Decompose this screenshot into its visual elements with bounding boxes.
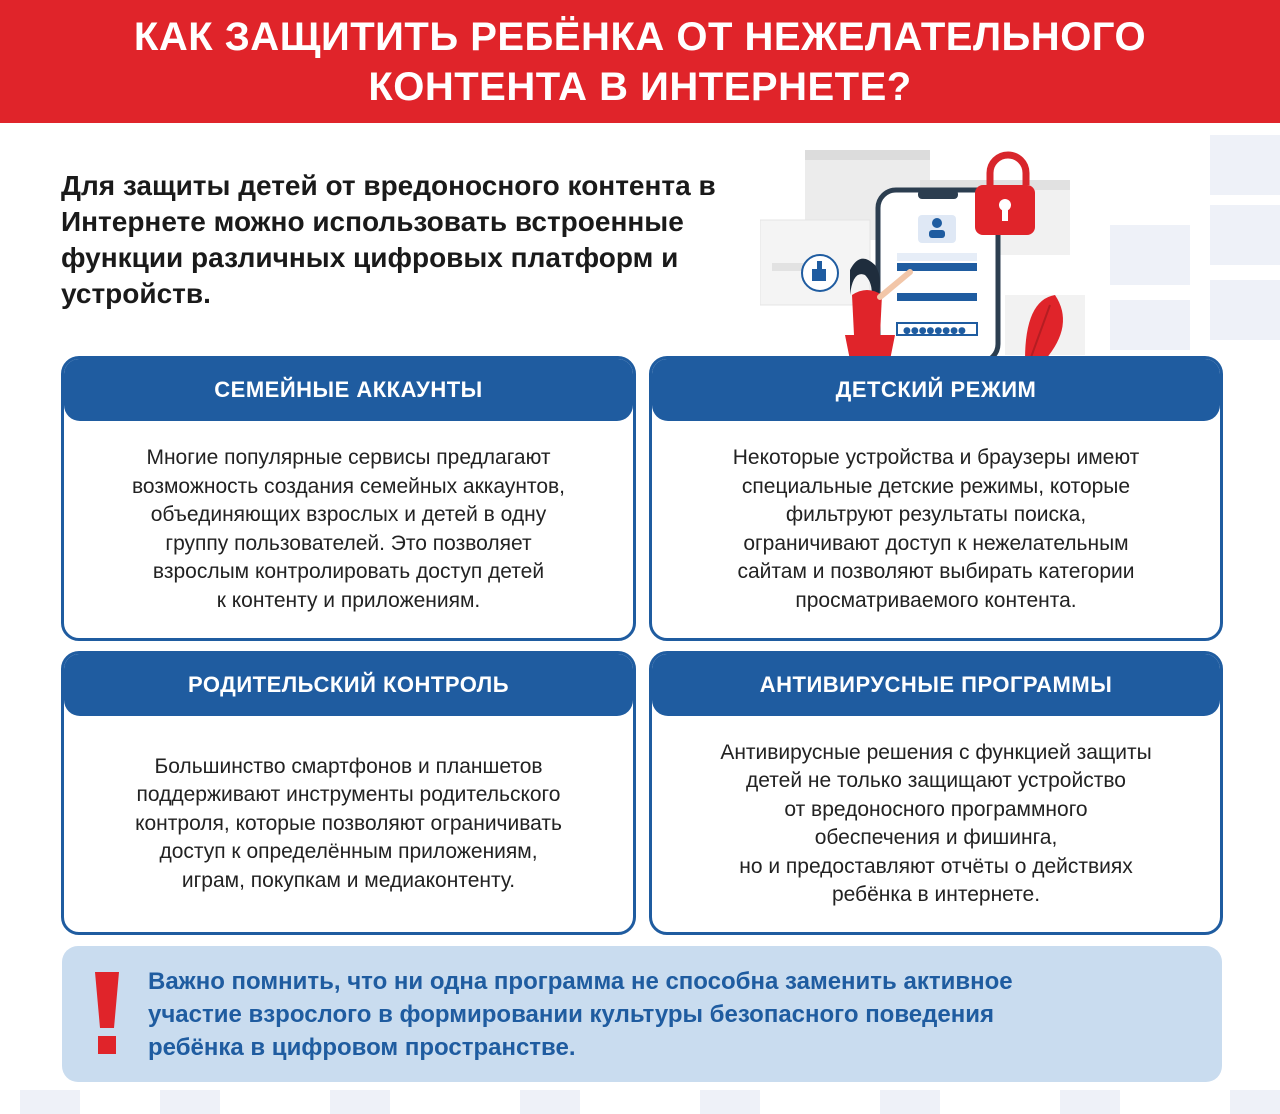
card-text: Антивирусные решения с функцией защиты детей не только защищают устройство от вредоносного программного обеспечения и фишинга, но и предоставляют отчёты о действиях ребёнка в интернете. [720,740,1152,906]
note-text: Важно помнить, что ни одна программа не способна заменить активное участие взрослого в формировании культуры безопасного поведения ребёнка в цифровом пространстве. [148,967,1013,1061]
card-title: ДЕТСКИЙ РЕЖИМ [652,359,1220,421]
card-title: СЕМЕЙНЫЕ АККАУНТЫ [64,359,633,421]
header-banner [0,0,1280,123]
card-parental-control [61,651,636,935]
intro-text: Для защиты детей от вредоносного контента в Интернете можно использовать встроенные функции различных цифровых платформ и устройств. [61,170,716,309]
svg-text:●●●●●●●●: ●●●●●●●● [903,326,966,336]
page-title-line-1: КАК ЗАЩИТИТЬ РЕБЁНКА ОТ НЕЖЕЛАТЕЛЬНОГО [133,14,1147,59]
card-title: АНТИВИРУСНЫЕ ПРОГРАММЫ [652,654,1220,716]
padlock-icon [975,155,1035,235]
card-family-accounts [61,356,636,641]
security-illustration [760,145,1100,360]
card-text: Многие популярные сервисы предлагают возможность создания семейных аккаунтов, объединяющих взрослых и детей в одну группу пользователей. Это позволяет взрослым контролировать доступ детей к контенту и приложениям. [131,446,566,612]
important-note [62,946,1222,1082]
card-title: РОДИТЕЛЬСКИЙ КОНТРОЛЬ [64,654,633,716]
card-antivirus [649,651,1223,935]
exclamation-icon [62,972,152,1056]
page-title-line-2: КОНТЕНТА В ИНТЕРНЕТЕ? [368,64,912,109]
card-text: Большинство смартфонов и планшетов поддерживают инструменты родительского контроля, которые позволяют ограничивать доступ к определённым приложениям, играм, покупкам и медиаконтенту. [135,754,562,892]
card-text: Некоторые устройства и браузеры имеют специальные детские режимы, которые фильтруют результаты поиска, ограничивают доступ к нежелательным сайтам и позволяют выбирать категории просматриваемого контента. [732,446,1140,612]
card-kids-mode [649,356,1223,641]
